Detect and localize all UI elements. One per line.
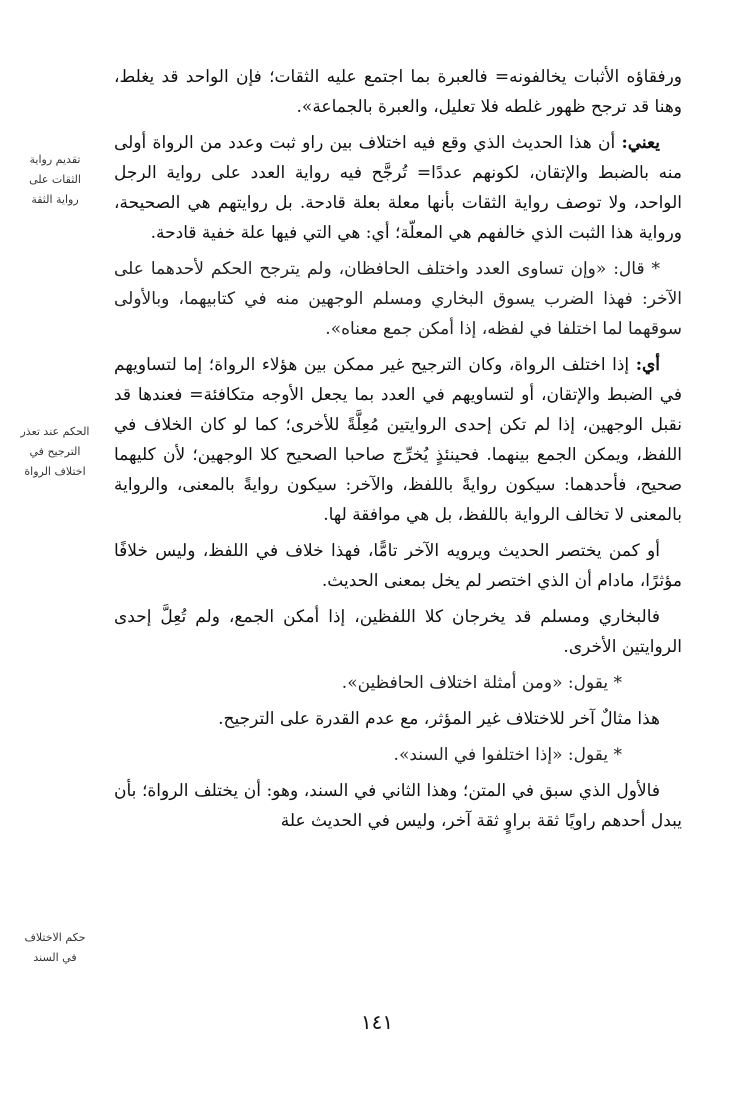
paragraph-text: * قال: «وإن تساوى العدد واختلف الحافظان، ولم يترجح الحكم لأحدهما على الآخر: فهذا الضرب يسوق البخاري ومسلم الوجهين منه في كتابيهما، وبالأولى سوقهما لما اختلفا في لفظه، إذا أمكن جمع معناه». [114, 259, 682, 339]
paragraph-2 [114, 128, 682, 248]
page-number: ١٤١ [360, 1010, 394, 1034]
paragraph-lead: يعني: [621, 133, 660, 153]
margin-note-3: حكم الاختلاف في السند [24, 931, 86, 964]
paragraph-text: أو كمن يختصر الحديث ويرويه الآخر تامًّا، فهذا خلاف في اللفظ، وليس خلافًا مؤثرًا، مادام أن الذي اختصر لم يخل بمعنى الحديث. [114, 541, 682, 591]
paragraph-lead: أي: [635, 355, 660, 375]
paragraph-7 [114, 668, 682, 698]
paragraph-text: إذا اختلف الرواة، وكان الترجيح غير ممكن بين هؤلاء الرواة؛ إما لتساويهم في الضبط والإتقان، أو لتساويهم في العدد بما يجعل الأوجه متكافئة= فعندها قد نقبل الوجهين، إذا لم تكن إحدى الروايتين مُعِلَّةً للأخرى؛ كما لو كان الخلاف في اللفظ، ويمكن الجمع بينهما. فحينئذٍ يُخرِّج صاحبا الصحيح كلا الوجهين؛ لأن كليهما صحيح، فأحدهما: سيكون روايةً باللفظ، والآخر: سيكون روايةً بالمعنى، والرواية بالمعنى لا تخالف الرواية باللفظ، بل هي موافقة لها. [114, 355, 682, 525]
margin-note-1: تقديم رواية الثقات على رواية الثقة [29, 153, 81, 206]
paragraph-10 [114, 776, 682, 836]
paragraph-text: هذا مثالٌ آخر للاختلاف غير المؤثر، مع عدم القدرة على الترجيح. [218, 709, 660, 729]
paragraph-text: فالبخاري ومسلم قد يخرجان كلا اللفظين، إذا أمكن الجمع، ولم تُعِلَّ إحدى الروايتين الأخرى. [114, 607, 682, 657]
margin-note-2: الحكم عند تعذر الترجيح في اختلاف الرواة [20, 425, 90, 478]
paragraph-text: فالأول الذي سبق في المتن؛ وهذا الثاني في السند، وهو: أن يختلف الرواة؛ بأن يبدل أحدهم راويًا ثقة براوٍ ثقة آخر، وليس في الحديث علة [114, 781, 682, 831]
paragraph-5 [114, 536, 682, 596]
paragraph-1 [114, 62, 682, 122]
paragraph-8 [114, 704, 682, 734]
paragraph-text: * يقول: «ومن أمثلة اختلاف الحافظين». [341, 673, 622, 693]
paragraph-text: * يقول: «إذا اختلفوا في السند». [393, 745, 622, 765]
paragraph-4 [114, 350, 682, 530]
paragraph-9 [114, 740, 682, 770]
main-text [114, 62, 682, 842]
paragraph-text: ورفقاؤه الأثبات يخالفونه= فالعبرة بما اجتمع عليه الثقات؛ فإن الواحد قد يغلط، وهنا قد ترجح ظهور غلطه فلا تعليل، والعبرة بالجماعة». [114, 67, 682, 117]
paragraph-text: أن هذا الحديث الذي وقع فيه اختلاف بين راو ثبت وعدد من الرواة أولى منه بالضبط والإتقان، لكونهم عددًا= تُرجَّح فيه رواية العدد على رواية الرجل الواحد، ولا توصف رواية الثقات بأنها معلة بعلة قادحة. بل روايتهم هي الصحيحة، ورواية هذا الثبت الذي خالفهم هي المعلّة؛ أي: هي التي فيها علة خفية قادحة. [114, 133, 682, 243]
paragraph-6 [114, 602, 682, 662]
paragraph-3 [114, 254, 682, 344]
